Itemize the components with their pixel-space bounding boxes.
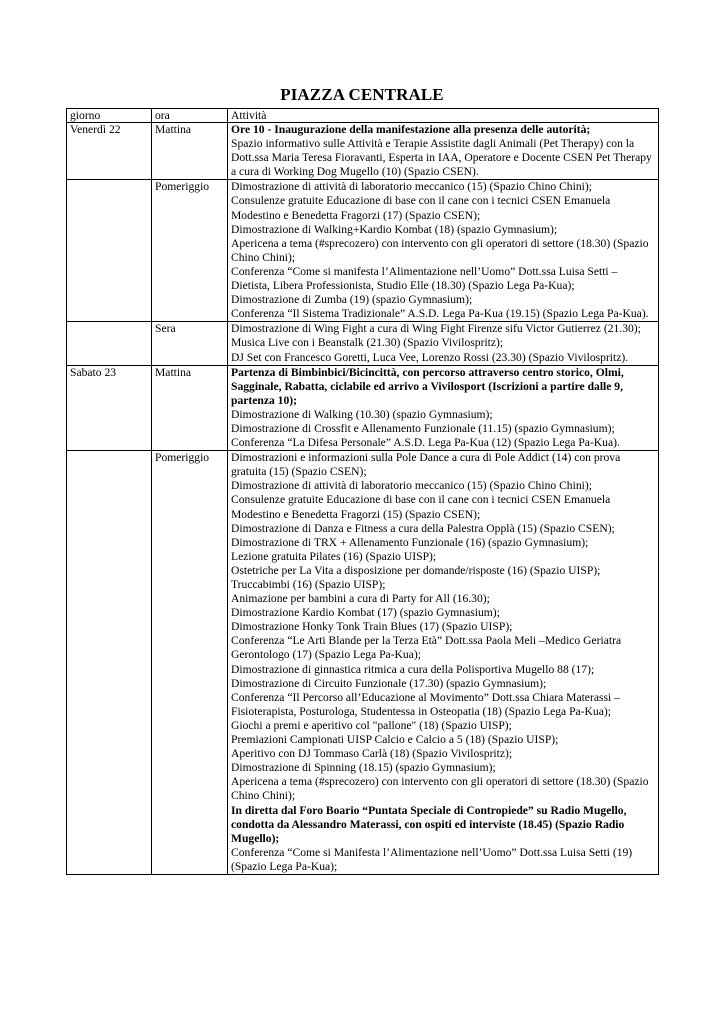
activity-item: Dimostrazione di Wing Fight a cura di Wing Fight Firenze sifu Victor Gutierrez (21.30); [231,322,641,336]
schedule-table [66,108,659,875]
cell-activity [228,365,659,451]
cell-time: Pomeriggio [152,451,228,875]
activity-item: Aperitivo con DJ Tommaso Carlà (18) (Spazio Vivilospritz); [231,747,513,761]
cell-time: Pomeriggio [152,180,228,322]
activity-item: Consulenze gratuite Educazione di base con il cane con i tecnici CSEN Emanuela Modestino e Benedetta Fragorzi (17) (Spazio CSEN); [231,194,611,222]
activity-item: Dimostrazione di attività di laboratorio meccanico (15) (Spazio Chino Chini); [231,479,592,493]
activity-item: Partenza di Bimbinbici/Bicincittà, con percorso attraverso centro storico, Olmi, Sagginale, Rabatta, ciclabile ed arrivo a Vivilosport (Iscrizioni a partire dalle 9, partenza 10); [231,365,624,407]
activity-item: Conferenza “Le Arti Blande per la Terza Età” Dott.ssa Paola Meli –Medico Geriatra Gerontologo (17) (Spazio Lega Pa-Kua); [231,634,622,662]
activity-item: Dimostrazione Honky Tonk Train Blues (17) (Spazio UISP); [231,620,513,634]
activity-item: Dimostrazione di TRX + Allenamento Funzionale (16) (spazio Gymnasium); [231,535,589,549]
cell-day: Sabato 23 [67,365,152,451]
activity-item: DJ Set con Francesco Goretti, Luca Vee, Lorenzo Rossi (23.30) (Spazio Vivilospritz). [231,350,629,364]
activity-item: Animazione per bambini a cura di Party for All (16.30); [231,592,490,606]
table-row [67,322,659,365]
activity-item: Dimostrazione di Walking+Kardio Kombat (18) (spazio Gymnasium); [231,222,558,236]
cell-time: Sera [152,322,228,365]
cell-activity [228,180,659,322]
activity-item: Ostetriche per La Vita a disposizione per domande/risposte (16) (Spazio UISP); [231,563,601,577]
activity-item: Conferenza “Come si manifesta l’Alimentazione nell’Uomo” Dott.ssa Luisa Setti – Dietista, Libera Professionista, Studio Elle (18.30) (Spazio Lega Pa-Kua); [231,264,618,293]
cell-day [67,451,152,875]
activity-item: Dimostrazione di Spinning (18.15) (spazio Gymnasium); [231,761,496,775]
table-row [67,180,659,322]
cell-day [67,180,152,322]
activity-item: Dimostrazione Kardio Kombat (17) (spazio Gymnasium); [231,606,500,620]
activity-item: Dimostrazioni e informazioni sulla Pole Dance a cura di Pole Addict (14) con prova gratuita (15) (Spazio CSEN); [231,451,621,479]
header-day: giorno [67,109,152,123]
table-header-row [67,109,659,123]
cell-activity [228,322,659,365]
activity-item: Premiazioni Campionati UISP Calcio e Calcio a 5 (18) (Spazio UISP); [231,733,559,747]
activity-item: Lezione gratuita Pilates (16) (Spazio UISP); [231,549,437,563]
cell-time: Mattina [152,365,228,451]
activity-item: Dimostrazione di Danza e Fitness a cura della Palestra Opplà (15) (Spazio CSEN); [231,521,615,535]
activity-item: Spazio informativo sulle Attività e Terapie Assistite dagli Animali (Pet Therapy) con la Dott.ssa Maria Teresa Fioravanti, Esperta in IAA, Operatore e Docente CSEN Pet Therapy a cura di Working Dog Mugello (10) (Spazio CSEN). [231,137,652,179]
activity-item: Apericena a tema (#sprecozero) con intervento con gli operatori di settore (18.30) (Spazio Chino Chini); [231,775,649,803]
activity-item: Dimostrazione di Zumba (19) (spazio Gymnasium); [231,293,473,307]
header-time: ora [152,109,228,123]
activity-item: In diretta dal Foro Boario “Puntata Speciale di Contropiede” su Radio Mugello, condotta da Alessandro Materassi, con ospiti ed interviste (18.45) (Spazio Radio Mugello); [231,803,627,845]
activity-item: Dimostrazione di attività di laboratorio meccanico (15) (Spazio Chino Chini); [231,180,592,194]
activity-item: Dimostrazione di Crossfit e Allenamento Funzionale (11.15) (spazio Gymnasium); [231,421,615,435]
cell-day: Venerdì 22 [67,123,152,180]
activity-item: Musica Live con i Beanstalk (21.30) (Spazio Vivilospritz); [231,336,504,350]
header-activity: Attività [228,109,659,123]
activity-item: Dimostrazione di Circuito Funzionale (17.30) (spazio Gymnasium); [231,676,547,690]
schedule-body [67,123,659,875]
cell-activity [228,123,659,180]
activity-item: Truccabimbi (16) (Spazio UISP); [231,578,386,591]
table-row [67,365,659,451]
activity-item: Conferenza “Il Sistema Tradizionale” A.S.D. Lega Pa-Kua (19.15) (Spazio Lega Pa-Kua). [231,307,649,321]
table-row [67,451,659,875]
activity-item: Dimostrazione di ginnastica ritmica a cura della Polisportiva Mugello 88 (17); [231,662,595,676]
activity-item: Conferenza “Come si Manifesta l’Alimentazione nell’Uomo” Dott.ssa Luisa Setti (19) (Spazio Lega Pa-Kua); [231,845,633,873]
activity-item: Giochi a premi e aperitivo col "pallone" (18) (Spazio UISP); [231,718,512,732]
activity-item: Ore 10 - Inaugurazione della manifestazione alla presenza delle autorità; [231,123,591,136]
cell-time: Mattina [152,123,228,180]
cell-activity [228,451,659,875]
activity-item: Consulenze gratuite Educazione di base con il cane con i tecnici CSEN Emanuela Modestino e Benedetta Fragorzi (15) (Spazio CSEN); [231,493,611,521]
activity-item: Apericena a tema (#sprecozero) con intervento con gli operatori di settore (18.30) (Spazio Chino Chini); [231,236,649,264]
page-title: PIAZZA CENTRALE [280,85,444,104]
activity-item: Conferenza “Il Percorso all’Educazione al Movimento” Dott.ssa Chiara Materassi – Fisioterapista, Posturologa, Studentessa in Osteopatia (18) (Spazio Lega Pa-Kua); [231,690,620,718]
cell-day [67,322,152,365]
table-row [67,123,659,180]
activity-item: Dimostrazione di Walking (10.30) (spazio Gymnasium); [231,407,493,421]
activity-item: Conferenza “La Difesa Personale” A.S.D. Lega Pa-Kua (12) (Spazio Lega Pa-Kua). [231,436,620,450]
